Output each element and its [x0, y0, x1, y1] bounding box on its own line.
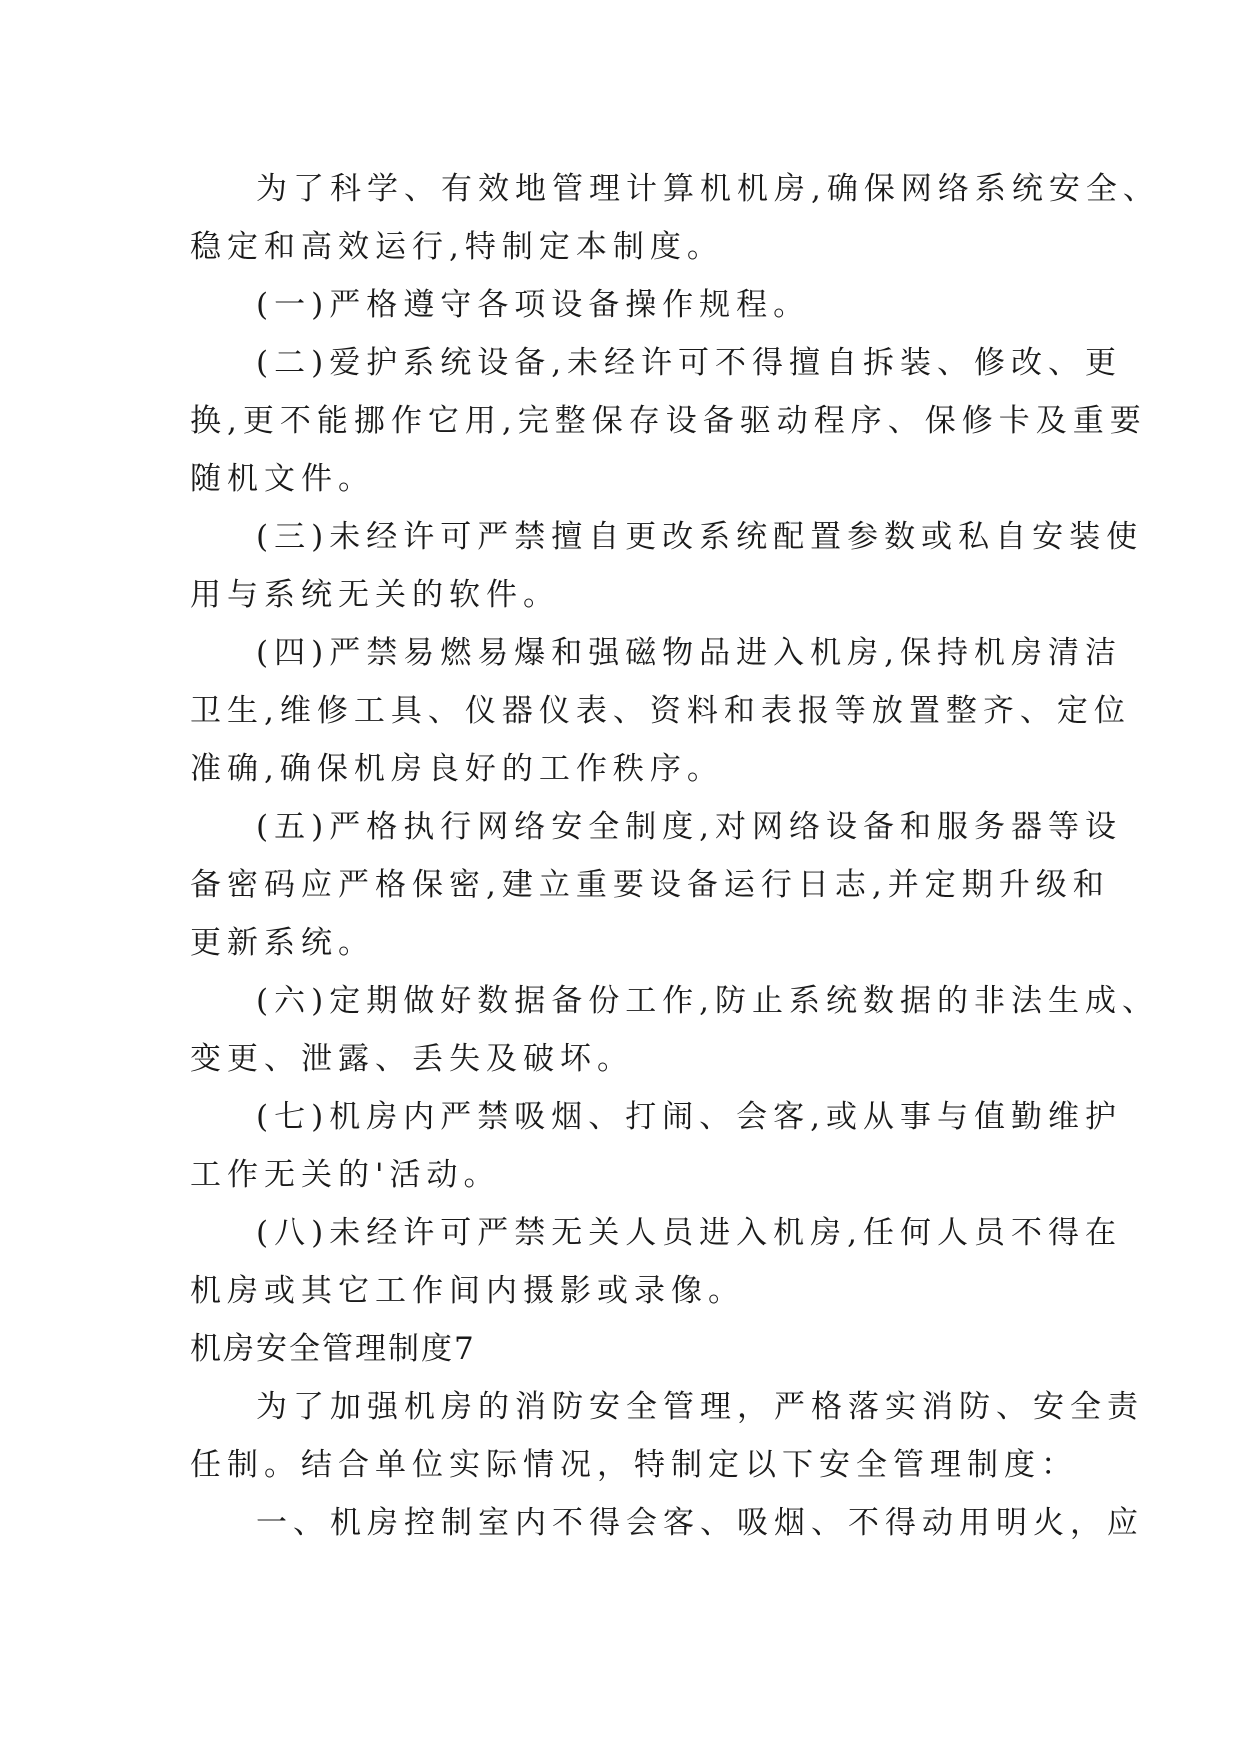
text-line: 任制。结合单位实际情况，特制定以下安全管理制度： [190, 1447, 1078, 1483]
text-line: 机房或其它工作间内摄影或录像。 [190, 1273, 745, 1309]
text-line: (七)机房内严禁吸烟、打闹、会客,或从事与值勤维护 [256, 1099, 1123, 1135]
text-line: 一、机房控制室内不得会客、吸烟、不得动用明火，应 [256, 1505, 1144, 1541]
text-line: 卫生,维修工具、仪器仪表、资料和表报等放置整齐、定位 [190, 693, 1131, 729]
text-line: 为了加强机房的消防安全管理，严格落实消防、安全责 [256, 1389, 1144, 1425]
document-body [190, 160, 1160, 1552]
text-line: (二)爱护系统设备,未经许可不得擅自拆装、修改、更 [256, 345, 1123, 381]
text-line: 换,更不能挪作它用,完整保存设备驱动程序、保修卡及重要 [190, 403, 1147, 439]
text-line: (五)严格执行网络安全制度,对网络设备和服务器等设 [256, 809, 1123, 845]
text-line: 稳定和高效运行,特制定本制度。 [190, 229, 724, 265]
text-line: 更新系统。 [190, 925, 375, 961]
text-line: 为了科学、有效地管理计算机机房,确保网络系统安全、 [256, 171, 1160, 207]
text-line: 用与系统无关的软件。 [190, 577, 560, 613]
text-line: 准确,确保机房良好的工作秩序。 [190, 751, 724, 787]
text-line: 备密码应严格保密,建立重要设备运行日志,并定期升级和 [190, 867, 1110, 903]
text-line: 变更、泄露、丢失及破坏。 [190, 1041, 634, 1077]
text-line: (一)严格遵守各项设备操作规程。 [256, 287, 811, 323]
text-line: (八)未经许可严禁无关人员进入机房,任何人员不得在 [256, 1215, 1123, 1251]
text-line: 随机文件。 [190, 461, 375, 497]
text-line: (三)未经许可严禁擅自更改系统配置参数或私自安装使 [256, 519, 1144, 555]
section-heading: 机房安全管理制度7 [190, 1331, 476, 1367]
text-line: (六)定期做好数据备份工作,防止系统数据的非法生成、 [256, 983, 1160, 1019]
text-line: 工作无关的'活动。 [190, 1157, 501, 1193]
text-line: (四)严禁易燃易爆和强磁物品进入机房,保持机房清洁 [256, 635, 1123, 671]
